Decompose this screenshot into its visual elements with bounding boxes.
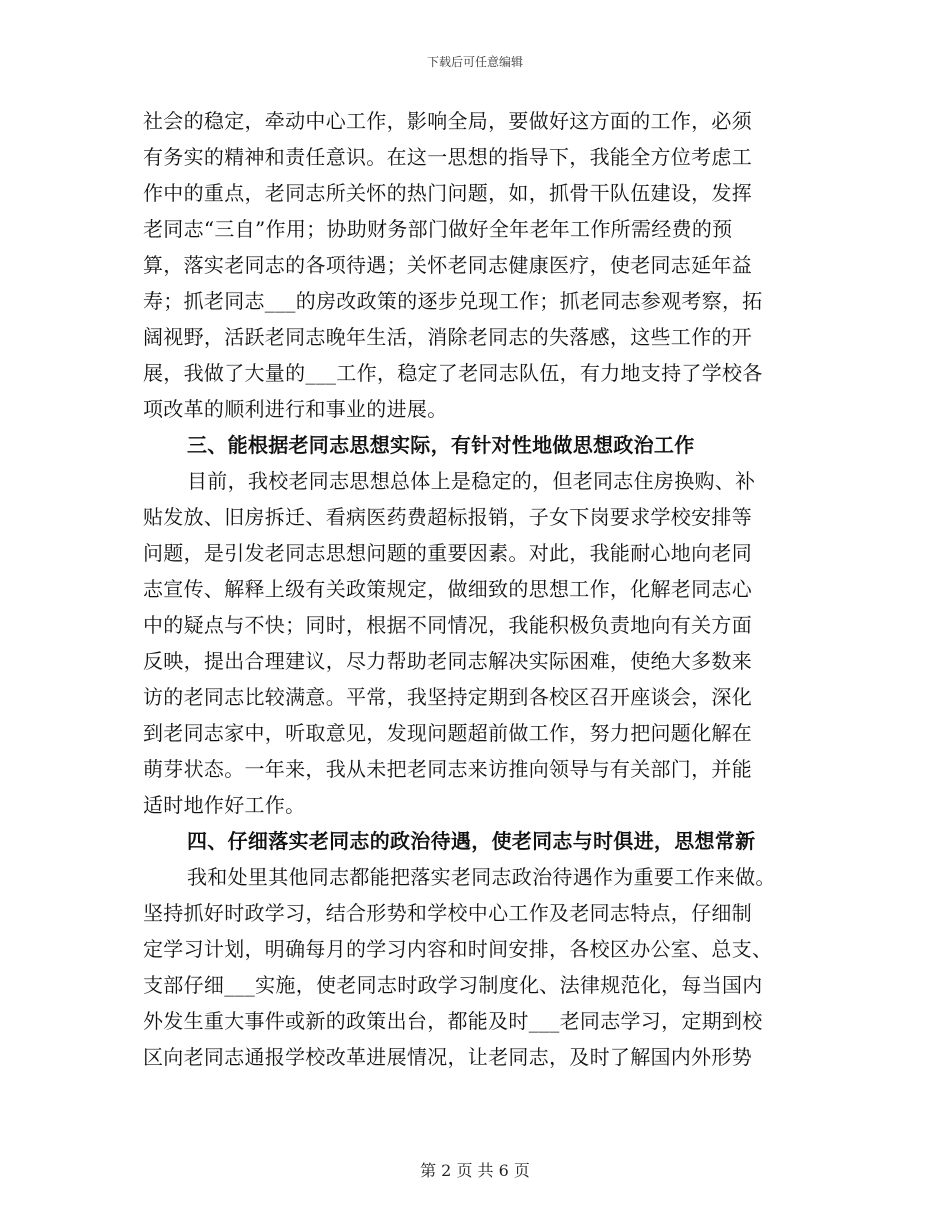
body-text-line: 贴发放、旧房拆迁、看病医药费超标报销，子女下岗要求学校安排等 — [143, 505, 752, 529]
section-heading: 三、能根据老同志思想实际，有针对性地做思想政治工作 — [187, 433, 695, 457]
body-text-line: 项改革的顺利进行和事业的进展。 — [143, 397, 448, 421]
body-text-line: 我和处里其他同志都能把落实老同志政治待遇作为重要工作来做。 — [187, 865, 776, 889]
body-text-line: 反映，提出合理建议，尽力帮助老同志解决实际困难，使绝大多数来 — [143, 649, 752, 673]
body-text-line: 阔视野，活跃老同志晚年生活，消除老同志的失落感，这些工作的开 — [143, 325, 752, 349]
body-text-line: 寿；抓老同志___的房改政策的逐步兑现工作；抓老同志参观考察，拓 — [143, 289, 763, 313]
body-text-line: 问题，是引发老同志思想问题的重要因素。对此，我能耐心地向老同 — [143, 541, 752, 565]
body-text-line: 区向老同志通报学校改革进展情况，让老同志，及时了解国内外形势 — [143, 1045, 752, 1069]
body-text-line: 作中的重点，老同志所关怀的热门问题，如，抓骨干队伍建设，发挥 — [143, 181, 752, 205]
body-text-line: 萌芽状态。一年来，我从未把老同志来访推向领导与有关部门，并能 — [143, 757, 752, 781]
page-header-note: 下载后可任意编辑 — [426, 55, 523, 69]
body-text-line: 访的老同志比较满意。平常，我坚持定期到各校区召开座谈会，深化 — [143, 685, 752, 709]
body-text-line: 志宣传、解释上级有关政策规定，做细致的思想工作，化解老同志心 — [143, 577, 752, 601]
body-text-line: 社会的稳定，牵动中心工作，影响全局，要做好这方面的工作，必须 — [143, 109, 752, 133]
body-text-line: 支部仔细___实施，使老同志时政学习制度化、法律规范化，每当国内 — [143, 973, 763, 997]
body-text-line: 老同志“三自”作用；协助财务部门做好全年老年工作所需经费的预 — [143, 217, 733, 241]
body-text-line: 到老同志家中，听取意见，发现问题超前做工作，努力把问题化解在 — [143, 721, 752, 745]
body-text-line: 坚持抓好时政学习，结合形势和学校中心工作及老同志特点，仔细制 — [143, 901, 752, 925]
body-text-line: 定学习计划，明确每月的学习内容和时间安排，各校区办公室、总支、 — [143, 937, 773, 961]
section-heading: 四、仔细落实老同志的政治待遇，使老同志与时俱进，思想常新 — [187, 829, 756, 853]
body-text-line: 有务实的精神和责任意识。在这一思想的指导下，我能全方位考虑工 — [143, 145, 752, 169]
body-text-line: 适时地作好工作。 — [143, 793, 306, 817]
body-text-line: 外发生重大事件或新的政策出台，都能及时___老同志学习，定期到校 — [143, 1009, 763, 1033]
page-number: 第 2 页 共 6 页 — [420, 1161, 530, 1180]
document-body — [143, 103, 815, 1075]
body-text-line: 算，落实老同志的各项待遇；关怀老同志健康医疗，使老同志延年益 — [143, 253, 752, 277]
body-text-line: 目前，我校老同志思想总体上是稳定的，但老同志住房换购、补 — [187, 469, 756, 493]
body-text-line: 展，我做了大量的___工作，稳定了老同志队伍，有力地支持了学校各 — [143, 361, 763, 385]
body-text-line: 中的疑点与不快；同时，根据不同情况，我能积极负责地向有关方面 — [143, 613, 752, 637]
